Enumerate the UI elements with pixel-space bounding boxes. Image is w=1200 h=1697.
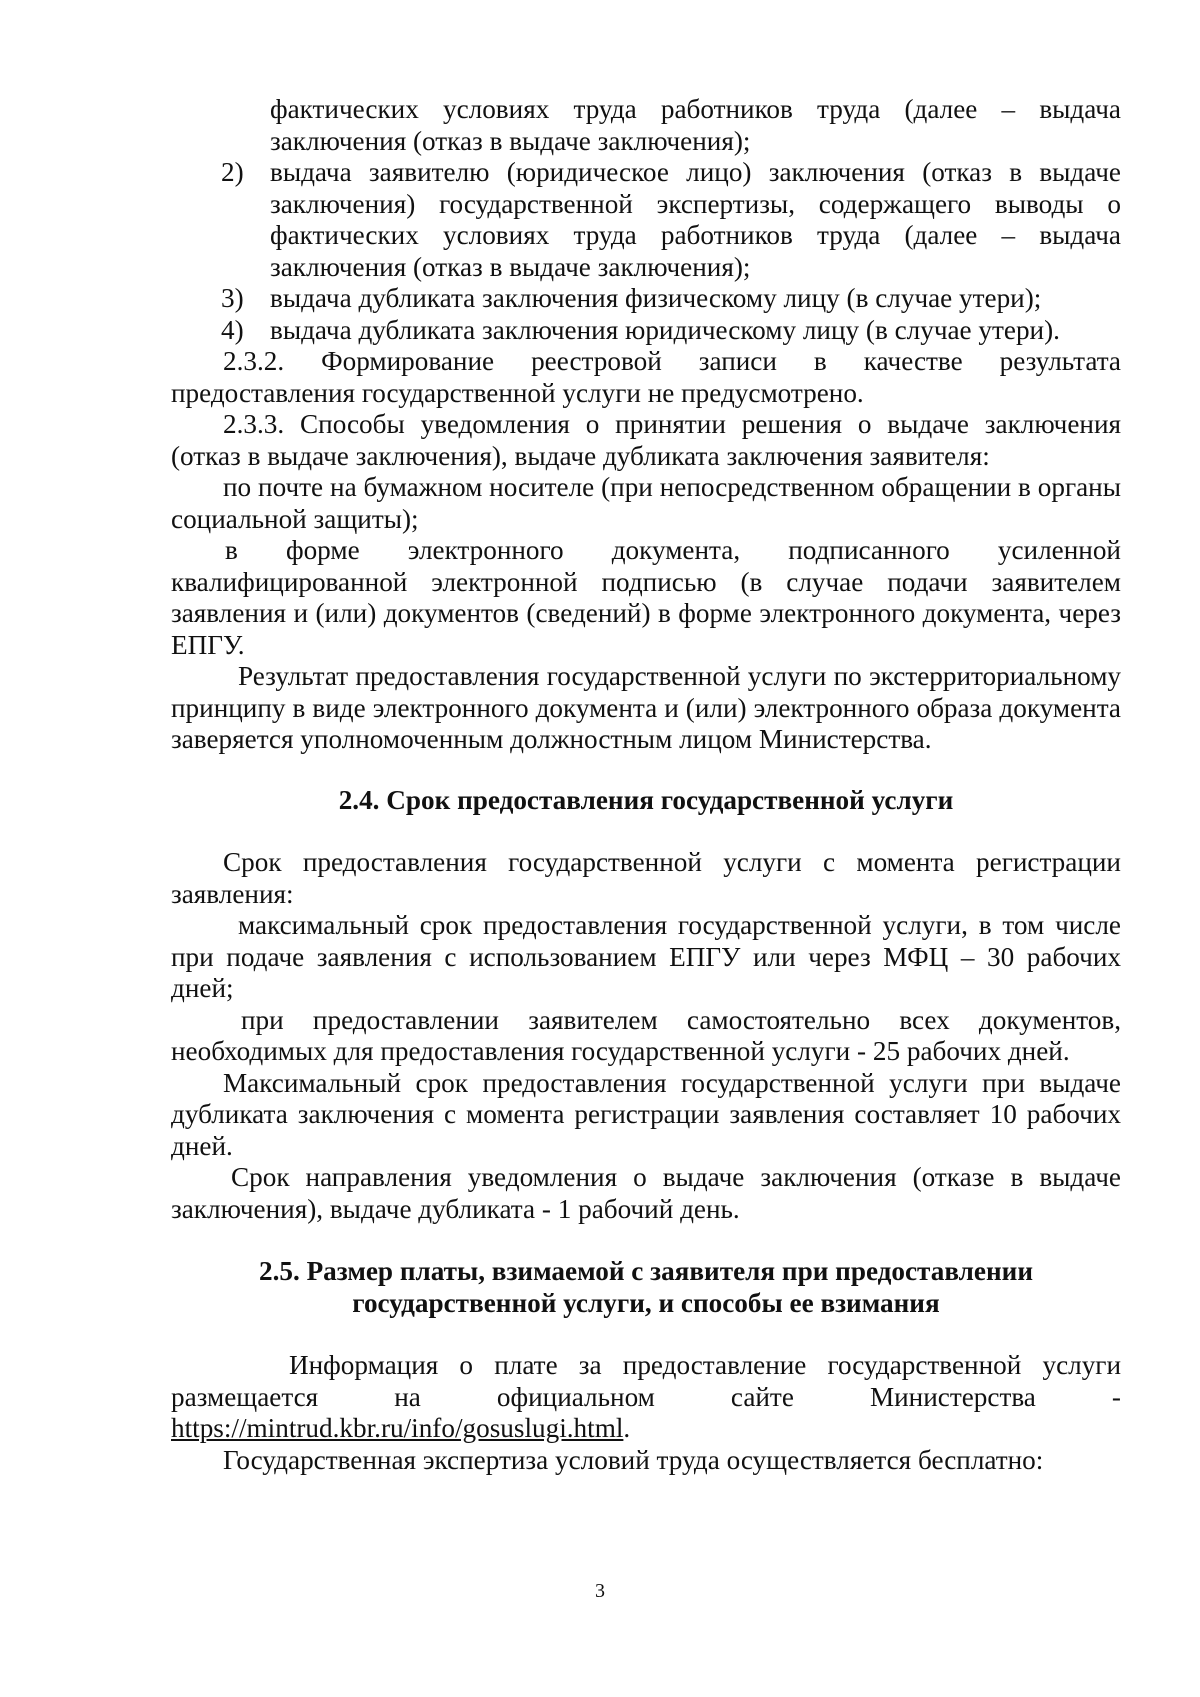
list-item [171, 157, 1121, 283]
list-item [171, 315, 1121, 347]
paragraph-2-5-info-2: размещается на официальном сайте Министерства - [171, 1381, 1121, 1412]
list-item-number: 4) [221, 314, 244, 345]
list-item-text: выдача заявителю (юридическое лицо) заключения (отказ в выдаче заключения) государственной экспертизы, содержащего выводы о фактических условиях труда работников труда (далее – выдача заключения (отказ в выдаче заключения); [270, 157, 1121, 282]
paragraph-2-4-term: Срок предоставления государственной услуги с момента регистрации заявления: [171, 847, 1121, 909]
paragraph-2-4-max: максимальный срок предоставления государственной услуги, в том числе при подаче заявления с использованием ЕПГУ или через МФЦ – 30 рабочих дней; [171, 910, 1121, 1003]
link-suffix: . [623, 1413, 631, 1443]
document-page [171, 94, 1121, 1476]
paragraph-2-4-duplicate: Максимальный срок предоставления государственной услуги при выдаче дубликата заключения с момента регистрации заявления составляет 10 рабочих дней. [171, 1067, 1121, 1161]
paragraph-2-3-2: 2.3.2. Формирование реестровой записи в качестве результата предоставления государственной услуги не предусмотрено. [171, 346, 1121, 408]
list-item [171, 283, 1121, 315]
paragraph-2-5-info-1: Информация о плате за предоставление государственной услуги [289, 1350, 1121, 1380]
list-item-text: выдача дубликата заключения физическому лицу (в случае утери); [270, 283, 1042, 313]
list-item-number: 2) [221, 157, 244, 187]
paragraph-electronic: в форме электронного документа, подписанного усиленной квалифицированной электронной подписью (в случае подачи заявителем заявления и (или) документов (сведений) в форме электронного документа, через ЕПГУ. [171, 535, 1121, 660]
heading-2-5-line-2: государственной услуги, и способы ее взимания [352, 1287, 940, 1318]
top-line-2: заключения (отказ в выдаче заключения); [270, 125, 751, 156]
list-item-text: выдача дубликата заключения юридическому лицу (в случае утери). [270, 314, 1060, 345]
paragraph-result: Результат предоставления государственной услуги по экстерриториальному принципу в виде электронного документа и (или) электронного образа документа заверяется уполномоченным должностным лицом Министерства. [171, 661, 1121, 754]
website-link[interactable]: https://mintrud.kbr.ru/info/gosuslugi.html [171, 1413, 624, 1443]
list-item-number: 3) [221, 283, 244, 313]
heading-2-4: 2.4. Срок предоставления государственной услуги [338, 784, 954, 815]
top-line-1: фактических условиях труда работников труда (далее – выдача [270, 94, 1121, 124]
heading-2-5-line-1: 2.5. Размер платы, взимаемой с заявителя при предоставлении [259, 1256, 1033, 1286]
paragraph-2-4-notice: Срок направления уведомления о выдаче заключения (отказе в выдаче заключения), выдаче дубликата - 1 рабочий день. [171, 1162, 1121, 1224]
paragraph-2-4-self: при предоставлении заявителем самостоятельно всех документов, необходимых для предоставления государственной услуги - 25 рабочих дней. [171, 1004, 1121, 1066]
paragraph-2-5-link-line [171, 1413, 1121, 1445]
paragraph-post: по почте на бумажном носителе (при непосредственном обращении в органы социальной защиты); [171, 472, 1121, 534]
page-number: 3 [595, 1580, 605, 1602]
paragraph-2-3-3: 2.3.3. Способы уведомления о принятии решения о выдаче заключения (отказ в выдаче заключения), выдаче дубликата заключения заявителя: [171, 409, 1121, 471]
paragraph-2-5-free: Государственная экспертиза условий труда осуществляется бесплатно: [223, 1444, 1044, 1475]
